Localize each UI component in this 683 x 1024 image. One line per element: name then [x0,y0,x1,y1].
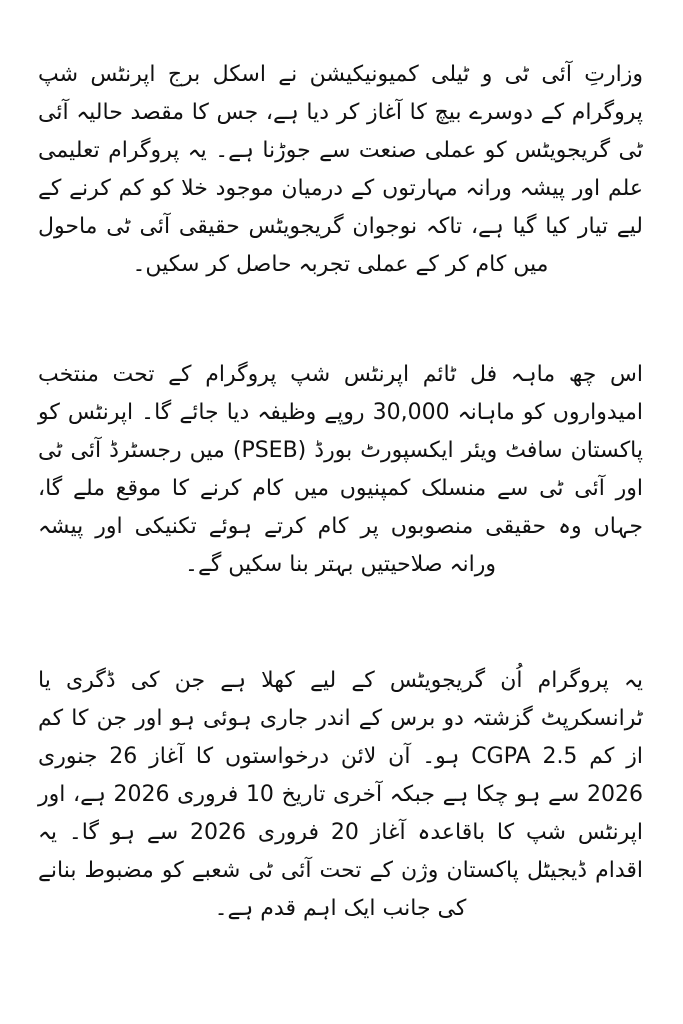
paragraph-skills-bridge-intro: وزارتِ آئی ٹی و ٹیلی کمیونیکیشن نے اسکل برج اپرنٹس شپ پروگرام کے دوسرے بیچ کا آغاز کر دیا ہے، جس کا مقصد حالیہ آئی ٹی گریجویٹس کو عملی صنعت سے جوڑنا ہے۔ یہ پروگرام تعلیمی علم اور پیشہ ورانہ مہارتوں کے درمیان موجود خلا کو کم کرنے کے لیے تیار کیا گیا ہے، تاکہ نوجوان گریجویٹس حقیقی آئی ٹی ماحول میں کام کر کے عملی تجربہ حاصل کر سکیں۔ [38,62,643,277]
paragraph-stipend-details: اس چھ ماہہ فل ٹائم اپرنٹس شپ پروگرام کے تحت منتخب امیدواروں کو ماہانہ 30,000 روپے وظیفہ دیا جائے گا۔ اپرنٹس کو پاکستان سافٹ ویئر ایکسپورٹ بورڈ (PSEB) میں رجسٹرڈ آئی ٹی اور آئی ٹی سے منسلک کمپنیوں میں کام کرنے کا موقع ملے گا، جہاں وہ حقیقی منصوبوں پر کام کرتے ہوئے تکنیکی اور پیشہ ورانہ صلاحیتیں بہتر بنا سکیں گے۔ [38,362,643,577]
paragraph-eligibility-dates: یہ پروگرام اُن گریجویٹس کے لیے کھلا ہے جن کی ڈگری یا ٹرانسکرپٹ گزشتہ دو برس کے اندر جاری ہوئی ہو اور جن کا کم از کم CGPA 2.5 ہو۔ آن لائن درخواستوں کا آغاز 26 جنوری 2026 سے ہو چکا ہے جبکہ آخری تاریخ 10 فروری 2026 ہے، اور اپرنٹس شپ کا باقاعدہ آغاز 20 فروری 2026 سے ہو گا۔ یہ اقدام ڈیجیٹل پاکستان وژن کے تحت آئی ٹی شعبے کو مضبوط بنانے کی جانب ایک اہم قدم ہے۔ [38,668,644,921]
